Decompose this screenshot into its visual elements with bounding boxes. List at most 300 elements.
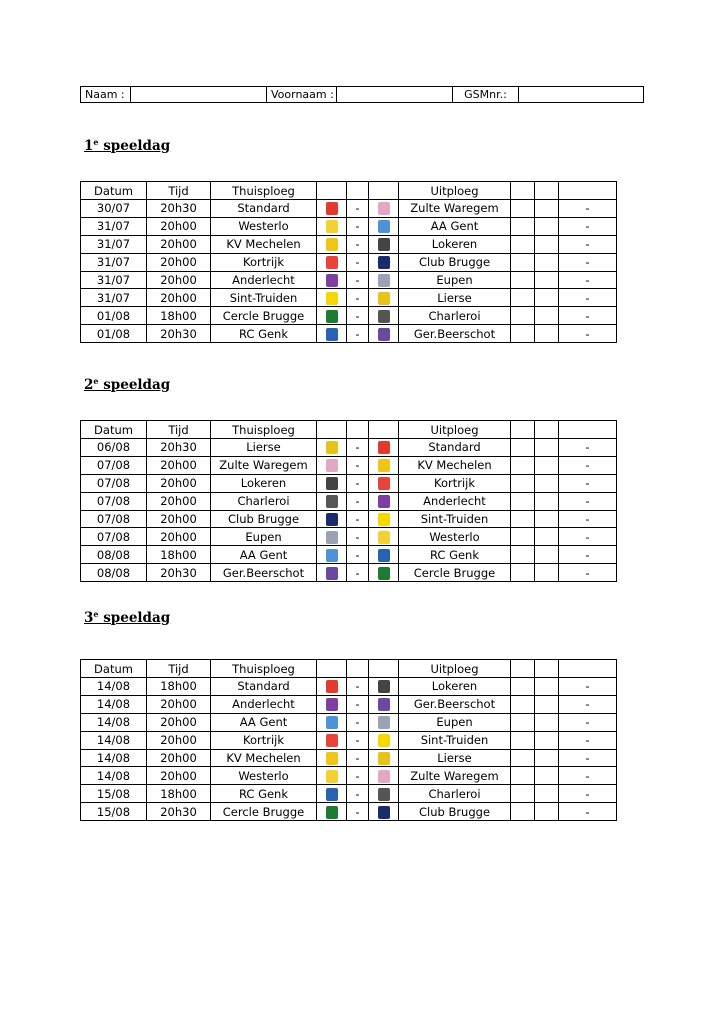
match-row: [81, 456, 617, 474]
home-logo-cell: [317, 528, 347, 546]
home-logo-cell: [317, 217, 347, 235]
match-datum: 14/08: [81, 749, 147, 767]
away-score-field[interactable]: [535, 695, 559, 713]
blank-cell: [369, 182, 399, 200]
team-logo-icon: [378, 310, 390, 323]
team-logo-icon: [378, 531, 390, 544]
away-team: Anderlecht: [399, 492, 511, 510]
match-tijd: 20h00: [147, 217, 211, 235]
blank-cell: [535, 660, 559, 678]
away-team: Eupen: [399, 713, 511, 731]
home-score-field[interactable]: [511, 695, 535, 713]
match-row: [81, 217, 617, 235]
away-team: AA Gent: [399, 217, 511, 235]
match-separator: -: [347, 235, 369, 253]
match-datum: 31/07: [81, 235, 147, 253]
away-logo-cell: [369, 785, 399, 803]
result-cell: -: [559, 546, 617, 564]
away-score-field[interactable]: [535, 307, 559, 325]
team-logo-icon: [326, 549, 338, 562]
naam-field[interactable]: [131, 87, 267, 103]
team-logo-icon: [326, 477, 338, 490]
blank-cell: [347, 660, 369, 678]
home-score-field[interactable]: [511, 785, 535, 803]
speeldag-text: speeldag: [98, 610, 171, 626]
match-datum: 01/08: [81, 307, 147, 325]
away-score-field[interactable]: [535, 678, 559, 696]
home-score-field[interactable]: [511, 217, 535, 235]
result-cell: -: [559, 235, 617, 253]
away-team: Club Brugge: [399, 803, 511, 821]
team-logo-icon: [326, 734, 338, 747]
match-separator: -: [347, 325, 369, 343]
match-tijd: 20h30: [147, 325, 211, 343]
match-row: [81, 474, 617, 492]
home-logo-cell: [317, 456, 347, 474]
home-logo-cell: [317, 785, 347, 803]
team-logo-icon: [378, 441, 390, 454]
schedule-table-speeldag-2: [80, 420, 617, 582]
speeldag-number: 1: [84, 138, 94, 154]
away-team: Lokeren: [399, 678, 511, 696]
team-logo-icon: [378, 806, 390, 819]
away-logo-cell: [369, 439, 399, 457]
home-team: Cercle Brugge: [211, 803, 317, 821]
match-datum: 15/08: [81, 803, 147, 821]
home-score-field[interactable]: [511, 528, 535, 546]
team-logo-icon: [378, 549, 390, 562]
away-team: Kortrijk: [399, 474, 511, 492]
away-team: Standard: [399, 439, 511, 457]
home-team: Lokeren: [211, 474, 317, 492]
home-team: RC Genk: [211, 785, 317, 803]
blank-cell: [347, 421, 369, 439]
speeldag-sup: e: [93, 137, 99, 147]
home-logo-cell: [317, 307, 347, 325]
home-team: Standard: [211, 678, 317, 696]
away-score-field[interactable]: [535, 510, 559, 528]
home-score-field[interactable]: [511, 713, 535, 731]
match-separator: -: [347, 474, 369, 492]
col-thuisploeg: Thuisploeg: [211, 182, 317, 200]
naam-label: Naam :: [81, 87, 131, 103]
away-score-field[interactable]: [535, 731, 559, 749]
away-score-field[interactable]: [535, 474, 559, 492]
match-tijd: 20h00: [147, 528, 211, 546]
team-logo-icon: [326, 806, 338, 819]
match-tijd: 20h00: [147, 271, 211, 289]
away-logo-cell: [369, 713, 399, 731]
match-row: [81, 253, 617, 271]
match-separator: -: [347, 731, 369, 749]
home-score-field[interactable]: [511, 492, 535, 510]
col-thuisploeg: Thuisploeg: [211, 421, 317, 439]
blank-cell: [559, 182, 617, 200]
result-cell: -: [559, 510, 617, 528]
home-team: Lierse: [211, 439, 317, 457]
match-row: [81, 767, 617, 785]
match-tijd: 20h30: [147, 564, 211, 582]
away-logo-cell: [369, 307, 399, 325]
match-row: [81, 492, 617, 510]
away-logo-cell: [369, 749, 399, 767]
away-score-field[interactable]: [535, 546, 559, 564]
away-team: Sint-Truiden: [399, 731, 511, 749]
away-team: Charleroi: [399, 785, 511, 803]
match-tijd: 20h00: [147, 289, 211, 307]
result-cell: -: [559, 564, 617, 582]
home-logo-cell: [317, 803, 347, 821]
speeldag-sup: e: [93, 376, 99, 386]
match-separator: -: [347, 695, 369, 713]
home-team: AA Gent: [211, 546, 317, 564]
match-row: [81, 695, 617, 713]
away-team: Eupen: [399, 271, 511, 289]
match-separator: -: [347, 803, 369, 821]
away-logo-cell: [369, 695, 399, 713]
result-cell: -: [559, 217, 617, 235]
result-cell: -: [559, 528, 617, 546]
col-uitploeg: Uitploeg: [399, 660, 511, 678]
schedule-table-speeldag-3: [80, 659, 617, 821]
away-team: Lokeren: [399, 235, 511, 253]
team-logo-icon: [378, 567, 390, 580]
home-team: Westerlo: [211, 217, 317, 235]
match-tijd: 20h30: [147, 803, 211, 821]
match-separator: -: [347, 307, 369, 325]
away-team: Ger.Beerschot: [399, 325, 511, 343]
match-row: [81, 510, 617, 528]
match-datum: 07/08: [81, 492, 147, 510]
home-score-field[interactable]: [511, 510, 535, 528]
team-logo-icon: [326, 310, 338, 323]
match-datum: 14/08: [81, 695, 147, 713]
home-score-field[interactable]: [511, 289, 535, 307]
home-team: Anderlecht: [211, 271, 317, 289]
away-logo-cell: [369, 731, 399, 749]
team-logo-icon: [378, 477, 390, 490]
away-team: Club Brugge: [399, 253, 511, 271]
match-row: [81, 785, 617, 803]
match-tijd: 20h00: [147, 510, 211, 528]
match-separator: -: [347, 785, 369, 803]
away-team: Cercle Brugge: [399, 564, 511, 582]
team-logo-icon: [326, 788, 338, 801]
match-separator: -: [347, 253, 369, 271]
home-logo-cell: [317, 564, 347, 582]
match-separator: -: [347, 439, 369, 457]
home-team: Club Brugge: [211, 510, 317, 528]
home-score-field[interactable]: [511, 474, 535, 492]
away-team: RC Genk: [399, 546, 511, 564]
result-cell: -: [559, 271, 617, 289]
away-team: Charleroi: [399, 307, 511, 325]
away-team: Westerlo: [399, 528, 511, 546]
home-team: RC Genk: [211, 325, 317, 343]
away-logo-cell: [369, 474, 399, 492]
away-logo-cell: [369, 564, 399, 582]
match-tijd: 20h00: [147, 456, 211, 474]
match-row: [81, 307, 617, 325]
match-row: [81, 749, 617, 767]
result-cell: -: [559, 678, 617, 696]
team-logo-icon: [326, 459, 338, 472]
speeldag-text: speeldag: [98, 377, 171, 393]
home-logo-cell: [317, 200, 347, 218]
away-score-field[interactable]: [535, 235, 559, 253]
home-score-field[interactable]: [511, 253, 535, 271]
team-logo-icon: [378, 770, 390, 783]
away-score-field[interactable]: [535, 564, 559, 582]
away-score-field[interactable]: [535, 271, 559, 289]
match-row: [81, 713, 617, 731]
match-separator: -: [347, 492, 369, 510]
team-logo-icon: [378, 680, 390, 693]
match-datum: 07/08: [81, 510, 147, 528]
match-datum: 31/07: [81, 253, 147, 271]
result-cell: -: [559, 253, 617, 271]
match-row: [81, 546, 617, 564]
match-tijd: 20h00: [147, 767, 211, 785]
home-team: Eupen: [211, 528, 317, 546]
blank-cell: [535, 182, 559, 200]
home-score-field[interactable]: [511, 307, 535, 325]
home-logo-cell: [317, 678, 347, 696]
match-datum: 07/08: [81, 474, 147, 492]
col-uitploeg: Uitploeg: [399, 421, 511, 439]
home-logo-cell: [317, 510, 347, 528]
team-logo-icon: [378, 459, 390, 472]
blank-cell: [559, 660, 617, 678]
team-logo-icon: [326, 441, 338, 454]
team-logo-icon: [326, 770, 338, 783]
away-team: Zulte Waregem: [399, 767, 511, 785]
team-logo-icon: [378, 256, 390, 269]
home-team: Standard: [211, 200, 317, 218]
away-logo-cell: [369, 235, 399, 253]
match-tijd: 20h30: [147, 200, 211, 218]
speeldag-number: 2: [84, 377, 94, 393]
match-tijd: 20h00: [147, 713, 211, 731]
team-logo-icon: [378, 734, 390, 747]
team-logo-icon: [378, 752, 390, 765]
away-score-field[interactable]: [535, 785, 559, 803]
col-thuisploeg: Thuisploeg: [211, 660, 317, 678]
away-score-field[interactable]: [535, 325, 559, 343]
home-team: KV Mechelen: [211, 749, 317, 767]
away-team: Lierse: [399, 289, 511, 307]
home-score-field[interactable]: [511, 678, 535, 696]
match-tijd: 18h00: [147, 785, 211, 803]
away-score-field[interactable]: [535, 492, 559, 510]
blank-cell: [347, 182, 369, 200]
home-team: Sint-Truiden: [211, 289, 317, 307]
away-score-field[interactable]: [535, 528, 559, 546]
speeldag-sup: e: [93, 609, 99, 619]
home-logo-cell: [317, 253, 347, 271]
blank-cell: [511, 660, 535, 678]
home-logo-cell: [317, 546, 347, 564]
result-cell: -: [559, 785, 617, 803]
match-datum: 08/08: [81, 546, 147, 564]
team-logo-icon: [378, 220, 390, 233]
blank-cell: [369, 421, 399, 439]
col-uitploeg: Uitploeg: [399, 182, 511, 200]
blank-cell: [559, 421, 617, 439]
away-score-field[interactable]: [535, 289, 559, 307]
match-datum: 07/08: [81, 456, 147, 474]
home-logo-cell: [317, 325, 347, 343]
home-score-field[interactable]: [511, 439, 535, 457]
home-logo-cell: [317, 713, 347, 731]
home-score-field[interactable]: [511, 749, 535, 767]
result-cell: -: [559, 474, 617, 492]
home-score-field[interactable]: [511, 200, 535, 218]
result-cell: -: [559, 307, 617, 325]
team-logo-icon: [378, 513, 390, 526]
away-score-field[interactable]: [535, 767, 559, 785]
match-tijd: 20h00: [147, 731, 211, 749]
away-score-field[interactable]: [535, 200, 559, 218]
away-logo-cell: [369, 253, 399, 271]
gsm-field[interactable]: [519, 87, 644, 103]
col-datum: Datum: [81, 182, 147, 200]
away-team: KV Mechelen: [399, 456, 511, 474]
team-logo-icon: [326, 238, 338, 251]
away-score-field[interactable]: [535, 217, 559, 235]
home-score-field[interactable]: [511, 767, 535, 785]
match-tijd: 20h00: [147, 492, 211, 510]
home-logo-cell: [317, 474, 347, 492]
match-datum: 06/08: [81, 439, 147, 457]
match-separator: -: [347, 678, 369, 696]
match-row: [81, 803, 617, 821]
match-separator: -: [347, 456, 369, 474]
away-logo-cell: [369, 767, 399, 785]
team-logo-icon: [326, 256, 338, 269]
home-logo-cell: [317, 235, 347, 253]
team-logo-icon: [378, 328, 390, 341]
result-cell: -: [559, 731, 617, 749]
match-separator: -: [347, 289, 369, 307]
home-score-field[interactable]: [511, 803, 535, 821]
match-datum: 15/08: [81, 785, 147, 803]
away-score-field[interactable]: [535, 749, 559, 767]
home-score-field[interactable]: [511, 546, 535, 564]
away-logo-cell: [369, 510, 399, 528]
match-tijd: 18h00: [147, 678, 211, 696]
team-logo-icon: [378, 292, 390, 305]
away-logo-cell: [369, 271, 399, 289]
team-logo-icon: [378, 274, 390, 287]
match-row: [81, 528, 617, 546]
away-score-field[interactable]: [535, 803, 559, 821]
away-logo-cell: [369, 200, 399, 218]
result-cell: -: [559, 803, 617, 821]
home-score-field[interactable]: [511, 271, 535, 289]
home-score-field[interactable]: [511, 325, 535, 343]
home-logo-cell: [317, 439, 347, 457]
team-logo-icon: [326, 292, 338, 305]
away-score-field[interactable]: [535, 439, 559, 457]
home-logo-cell: [317, 749, 347, 767]
match-row: [81, 678, 617, 696]
result-cell: -: [559, 767, 617, 785]
match-separator: -: [347, 564, 369, 582]
team-logo-icon: [378, 716, 390, 729]
home-score-field[interactable]: [511, 564, 535, 582]
match-tijd: 18h00: [147, 307, 211, 325]
home-team: Cercle Brugge: [211, 307, 317, 325]
match-row: [81, 235, 617, 253]
header-row: [81, 182, 617, 200]
away-score-field[interactable]: [535, 253, 559, 271]
home-logo-cell: [317, 695, 347, 713]
team-logo-icon: [326, 495, 338, 508]
match-separator: -: [347, 713, 369, 731]
team-logo-icon: [326, 202, 338, 215]
match-separator: -: [347, 217, 369, 235]
team-logo-icon: [326, 752, 338, 765]
blank-cell: [369, 660, 399, 678]
blank-cell: [317, 182, 347, 200]
match-row: [81, 200, 617, 218]
home-logo-cell: [317, 731, 347, 749]
result-cell: -: [559, 200, 617, 218]
result-cell: -: [559, 492, 617, 510]
home-logo-cell: [317, 271, 347, 289]
schedule-table-speeldag-1: [80, 181, 617, 343]
home-score-field[interactable]: [511, 731, 535, 749]
match-datum: 31/07: [81, 289, 147, 307]
home-team: Ger.Beerschot: [211, 564, 317, 582]
result-cell: -: [559, 749, 617, 767]
result-cell: -: [559, 713, 617, 731]
blank-cell: [511, 421, 535, 439]
match-datum: 14/08: [81, 678, 147, 696]
blank-cell: [317, 421, 347, 439]
match-row: [81, 731, 617, 749]
match-row: [81, 439, 617, 457]
match-datum: 08/08: [81, 564, 147, 582]
header-row: [81, 660, 617, 678]
result-cell: -: [559, 439, 617, 457]
col-tijd: Tijd: [147, 421, 211, 439]
home-score-field[interactable]: [511, 456, 535, 474]
voornaam-label: Voornaam :: [267, 87, 337, 103]
team-logo-icon: [378, 238, 390, 251]
result-cell: -: [559, 456, 617, 474]
team-logo-icon: [326, 274, 338, 287]
away-score-field[interactable]: [535, 713, 559, 731]
match-tijd: 20h00: [147, 235, 211, 253]
match-separator: -: [347, 510, 369, 528]
match-separator: -: [347, 546, 369, 564]
voornaam-field[interactable]: [337, 87, 453, 103]
home-team: AA Gent: [211, 713, 317, 731]
match-tijd: 20h00: [147, 695, 211, 713]
result-cell: -: [559, 695, 617, 713]
match-separator: -: [347, 271, 369, 289]
away-score-field[interactable]: [535, 456, 559, 474]
match-datum: 30/07: [81, 200, 147, 218]
speeldag-title: [84, 609, 170, 626]
gsm-label: GSMnr.:: [453, 87, 519, 103]
away-logo-cell: [369, 528, 399, 546]
match-row: [81, 564, 617, 582]
away-logo-cell: [369, 456, 399, 474]
home-score-field[interactable]: [511, 235, 535, 253]
